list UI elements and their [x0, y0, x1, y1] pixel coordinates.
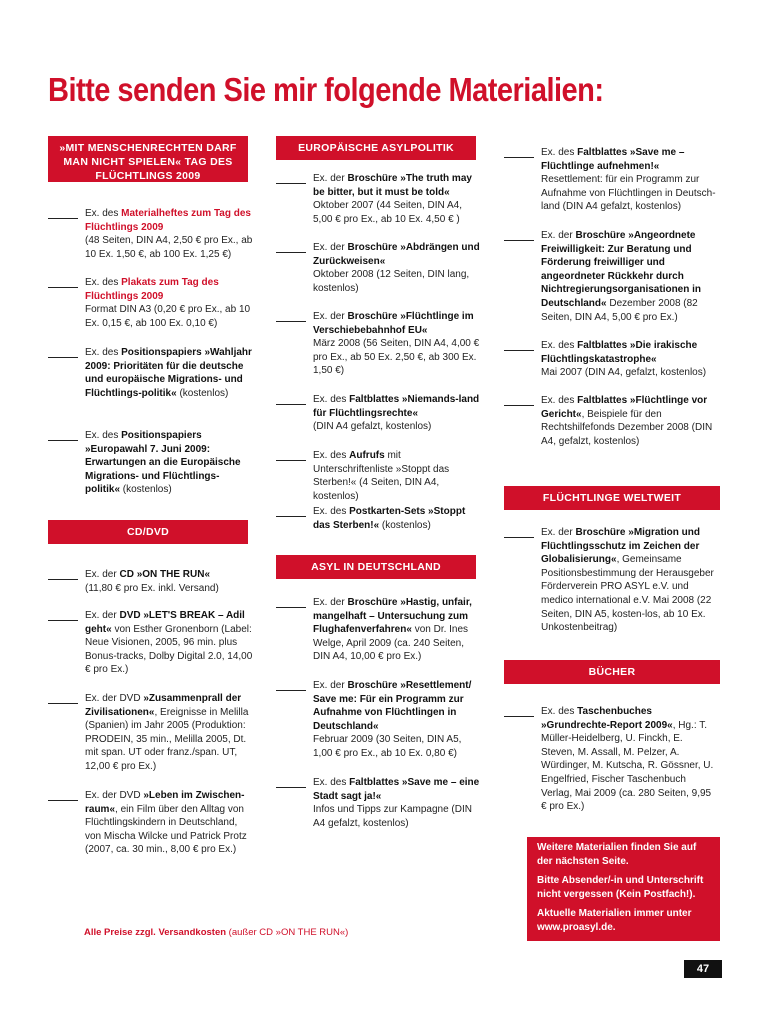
- quantity-blank[interactable]: [48, 357, 78, 358]
- section-header-asyl-in-deutschland: ASYL IN DEUTSCHLAND: [276, 555, 476, 579]
- callout-sender-reminder: Bitte Absender/-in und Unterschrift nicht vergessen (Kein Postfach!).: [537, 875, 704, 900]
- section-header-fluechtlinge-weltweit: FLÜCHTLINGE WELTWEIT: [504, 486, 720, 510]
- section-header-tag-des-fluechtlings: »MIT MENSCHENRECHTEN DARF MAN NICHT SPIELEN« TAG DES FLÜCHTLINGS 2009: [48, 136, 248, 182]
- order-item[interactable]: Ex. der DVD »Leben im Zwischen-raum«, ein Film über den Alltag von Flüchtlingskindern in Deutschland, von Mischa Wilcke und Patrick Protz (2007, ca. 30 min., 8,00 € pro Ex.): [48, 789, 253, 857]
- quantity-blank[interactable]: [276, 607, 306, 608]
- order-item[interactable]: Ex. des Faltblattes »Save me – eine Stadt sagt ja!« Infos und Tipps zur Kampagne (DIN A4 gefalzt, kostenlos): [276, 776, 481, 830]
- order-item[interactable]: Ex. der DVD »Zusammenprall der Zivilisationen«, Ereignisse in Melilla (Spanien) im Jahr 2005 (Produktion: PRODEIN, 35 min., Melilla 2005, Dt. mit span. UT oder franz./span. UT, 12,00 € pro Ex.): [48, 692, 253, 774]
- order-item[interactable]: Ex. der Broschüre »Abdrängen und Zurückweisen« Oktober 2008 (12 Seiten, DIN lang, kostenlos): [276, 241, 481, 295]
- quantity-blank[interactable]: [504, 405, 534, 406]
- quantity-blank[interactable]: [276, 321, 306, 322]
- quantity-blank[interactable]: [276, 183, 306, 184]
- order-item[interactable]: Ex. des Positionspapiers »Europawahl 7. Juni 2009: Erwartungen an die Europäische Migrations- und Flüchtlings-politik« (kostenlos): [48, 429, 253, 497]
- quantity-blank[interactable]: [48, 703, 78, 704]
- order-item[interactable]: Ex. der Broschüre »Angeordnete Freiwilligkeit: Zur Beratung und Förderung freiwilliger und angeordneter Rückkehr durch Nichtregierungsorganisationen in Deutschland« Dezember 2008 (82 Seiten, DIN A4, 5,00 € pro Ex.): [504, 229, 719, 324]
- quantity-blank[interactable]: [504, 157, 534, 158]
- order-item[interactable]: Ex. der Broschüre »Flüchtlinge im Verschiebebahnhof EU« März 2008 (56 Seiten, DIN A4, 4,00 € pro Ex., ab 50 Ex. 2,50 €, ab 300 Ex. 1,50 €): [276, 310, 481, 378]
- section-header-europaeische-asylpolitik: EUROPÄISCHE ASYLPOLITIK: [276, 136, 476, 160]
- callout-more-materials: Weitere Materialien finden Sie auf der nächsten Seite.: [537, 842, 697, 867]
- callout-website: Aktuelle Materialien immer unter www.proasyl.de.: [537, 908, 692, 933]
- order-item[interactable]: Ex. der DVD »LET'S BREAK – Adil geht« von Esther Gronenborn (Label: Neue Visionen, 2005, 96 min. plus Bonus-tracks, Dolby Digital 2.0, 14,00 € pro Ex.): [48, 609, 253, 677]
- quantity-blank[interactable]: [48, 800, 78, 801]
- quantity-blank[interactable]: [504, 716, 534, 717]
- quantity-blank[interactable]: [276, 516, 306, 517]
- quantity-blank[interactable]: [48, 579, 78, 580]
- order-item[interactable]: Ex. des Faltblattes »Save me – Flüchtlinge aufnehmen!« Resettlement: für ein Programm zur Aufnahme von Flüchtlingen in Deutsch-land (DIN A4 gefalzt, kostenlos): [504, 146, 719, 214]
- info-callout: [527, 837, 720, 941]
- quantity-blank[interactable]: [504, 537, 534, 538]
- quantity-blank[interactable]: [276, 787, 306, 788]
- order-item[interactable]: Ex. des Materialheftes zum Tag des Flüchtlings 2009 (48 Seiten, DIN A4, 2,50 € pro Ex., ab 10 Ex. 1,50 €, ab 100 Ex. 1,25 €): [48, 207, 253, 261]
- order-item[interactable]: Ex. der Broschüre »The truth may be bitter, but it must be told« Oktober 2007 (44 Seiten, DIN A4, 5,00 € pro Ex., ab 10 Ex. 4,50 € ): [276, 172, 481, 226]
- page-title: Bitte senden Sie mir folgende Materialien:: [48, 71, 604, 108]
- order-item[interactable]: Ex. der Broschüre »Resettlement/ Save me: Für ein Programm zur Aufnahme von Flüchtlingen in Deutschland« Februar 2009 (30 Seiten, DIN A5, 1,00 € pro Ex., ab 10 Ex. 0,80 €): [276, 679, 481, 761]
- order-item[interactable]: Ex. des Taschenbuches »Grundrechte-Report 2009«, Hg.: T. Müller-Heidelberg, U. Finckh, E. Steven, M. Assall, M. Pelzer, A. Würdinger, M. Kutscha, R. Gössner, U. Engelfried, Fischer Taschenbuch Verlag, Mai 2009 (ca. 280 Seiten, 9,95 € pro Ex.): [504, 705, 719, 814]
- quantity-blank[interactable]: [48, 287, 78, 288]
- page-number: 47: [684, 960, 722, 978]
- quantity-blank[interactable]: [276, 252, 306, 253]
- order-item[interactable]: Ex. des Faltblattes »Die irakische Flüchtlingskatastrophe« Mai 2007 (DIN A4, gefalzt, kostenlos): [504, 339, 719, 380]
- section-header-buecher: BÜCHER: [504, 660, 720, 684]
- quantity-blank[interactable]: [48, 440, 78, 441]
- quantity-blank[interactable]: [504, 240, 534, 241]
- quantity-blank[interactable]: [276, 460, 306, 461]
- order-item[interactable]: Ex. der CD »ON THE RUN« (11,80 € pro Ex. inkl. Versand): [48, 568, 253, 595]
- section-header-cd-dvd: CD/DVD: [48, 520, 248, 544]
- quantity-blank[interactable]: [276, 690, 306, 691]
- order-item[interactable]: Ex. des Plakats zum Tag des Flüchtlings 2009 Format DIN A3 (0,20 € pro Ex., ab 10 Ex. 0,15 €, ab 100 Ex. 0,10 €): [48, 276, 253, 330]
- quantity-blank[interactable]: [276, 404, 306, 405]
- quantity-blank[interactable]: [504, 350, 534, 351]
- order-item[interactable]: Ex. des Postkarten-Sets »Stoppt das Sterben!« (kostenlos): [276, 505, 481, 532]
- order-item[interactable]: Ex. des Faltblattes »Niemands-land für Flüchtlingsrechte« (DIN A4 gefalzt, kostenlos): [276, 393, 481, 434]
- order-item[interactable]: Ex. der Broschüre »Migration und Flüchtlingsschutz im Zeichen der Globalisierung«, Gemeinsame Positionsbestimmung der Herausgeber Förderverein PRO ASYL e.V. und medico international e.V. Mai 2008 (22 Seiten, DIN A5, kosten-los, ab 10 Ex. Unkostenbeitrag): [504, 526, 719, 635]
- order-item[interactable]: Ex. der Broschüre »Hastig, unfair, mangelhaft – Untersuchung zum Flughafenverfahren« von Dr. Ines Welge, April 2009 (ca. 240 Seiten, DIN A4, 10,00 € pro Ex.): [276, 596, 481, 664]
- order-item[interactable]: Ex. des Faltblattes »Flüchtlinge vor Gericht«, Beispiele für den Rechtshilfefonds Dezember 2008 (DIN A4, gefalzt, kostenlos): [504, 394, 719, 448]
- quantity-blank[interactable]: [48, 218, 78, 219]
- order-item[interactable]: Ex. des Aufrufs mit Unterschriftenliste »Stoppt das Sterben!« (4 Seiten, DIN A4, kostenlos): [276, 449, 481, 503]
- quantity-blank[interactable]: [48, 620, 78, 621]
- order-item[interactable]: Ex. des Positionspapiers »Wahljahr 2009: Prioritäten für die deutsche und europäische Migrations- und Flüchtlings-politik« (kostenlos): [48, 346, 253, 400]
- shipping-note: Alle Preise zzgl. Versandkosten (außer CD »ON THE RUN«): [84, 927, 349, 938]
